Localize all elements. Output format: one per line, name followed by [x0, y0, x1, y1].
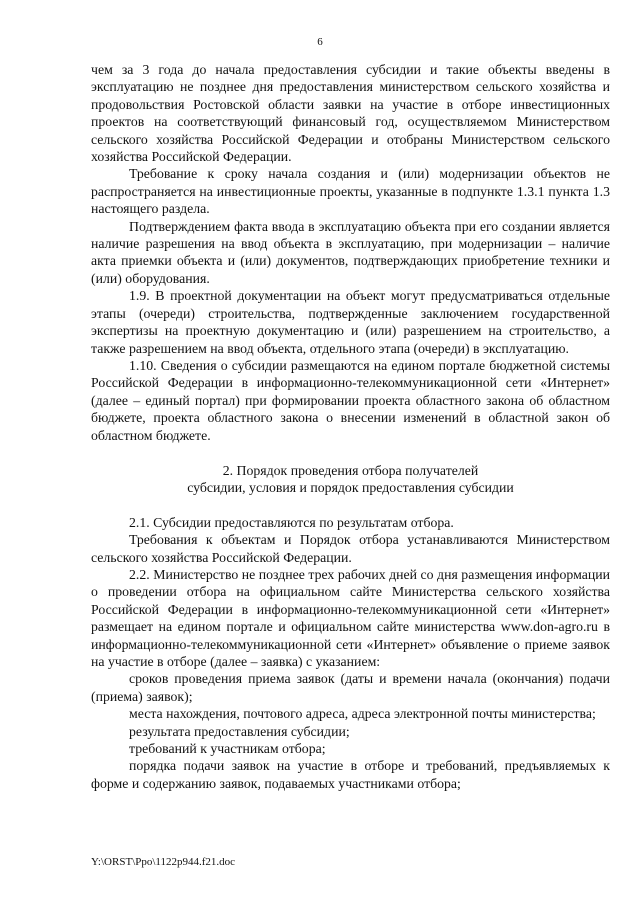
paragraph: 2.1. Субсидии предоставляются по результатам отбора.	[129, 514, 454, 530]
paragraph: места нахождения, почтового адреса, адреса электронной почты министерства;	[129, 706, 596, 722]
paragraph: результата предоставления субсидии;	[129, 723, 350, 739]
paragraph: чем за 3 года до начала предоставления субсидии и такие объекты введены в эксплуатацию не позднее дня предоставления министерством сельского хозяйства и продовольствия Ростовской области заявки на участие в отборе инвестиционных проектов на соответствующий финансовый год, осуществляемом Министерством сельского хозяйства Российской Федерации и отобраны Министерством сельского хозяйства Российской Федерации.	[91, 62, 610, 165]
page-number: 6	[317, 36, 323, 48]
paragraph: порядка подачи заявок на участие в отборе и требований, предъявляемых к форме и содержанию заявок, подаваемых участниками отбора;	[91, 758, 610, 791]
paragraphs-bottom	[91, 514, 610, 793]
document-body	[91, 61, 610, 792]
section-heading-line-1: 2. Порядок проведения отбора получателей	[222, 462, 479, 478]
paragraph: требований к участникам отбора;	[129, 741, 326, 757]
section-heading	[91, 462, 610, 497]
paragraphs-top	[91, 61, 610, 444]
section-heading-line-2: субсидии, условия и порядок предоставления субсидии	[187, 480, 514, 496]
paragraph: 2.2. Министерство не позднее трех рабочих дней со дня размещения информации о проведении отбора на официальном сайте Министерства сельского хозяйства Российской Федерации в информационно-телекоммуникационной сети «Интернет» размещает на едином портале и официальном сайте министерства www.don-agro.ru в информационно-телекоммуникационной сети «Интернет» объявление о приеме заявок на участие в отборе (далее – заявка) с указанием:	[91, 566, 610, 669]
paragraph: 1.9. В проектной документации на объект могут предусматриваться отдельные этапы (очереди) строительства, подтвержденные заключением государственной экспертизы на проектную документацию и (или) разрешением на строительство, а также разрешением на ввод объекта, отдельного этапа (очереди) в эксплуатацию.	[91, 288, 610, 356]
footer-file-path: Y:\ORST\Ppo\1122p944.f21.doc	[91, 856, 236, 868]
paragraph: 1.10. Сведения о субсидии размещаются на едином портале бюджетной системы Российской Федерации в информационно-телекоммуникационной сети «Интернет» (далее – единый портал) при формировании проекта областного закона об областном бюджете, проекта областного закона о внесении изменений в областной закон об областном бюджете.	[91, 357, 610, 443]
paragraph: Требования к объектам и Порядок отбора устанавливаются Министерством сельского хозяйства Российской Федерации.	[91, 532, 610, 565]
paragraph: Подтверждением факта ввода в эксплуатацию объекта при его создании является наличие разрешения на ввод объекта в эксплуатацию, при модернизации – наличие акта приемки объекта и (или) документов, подтверждающих приобретение техники и (или) оборудования.	[91, 218, 610, 286]
paragraph: Требование к сроку начала создания и (или) модернизации объектов не распространяется на инвестиционные проекты, указанные в подпункте 1.3.1 пункта 1.3 настоящего раздела.	[91, 166, 610, 217]
paragraph: сроков проведения приема заявок (даты и времени начала (окончания) подачи (приема) заявок);	[91, 671, 610, 704]
